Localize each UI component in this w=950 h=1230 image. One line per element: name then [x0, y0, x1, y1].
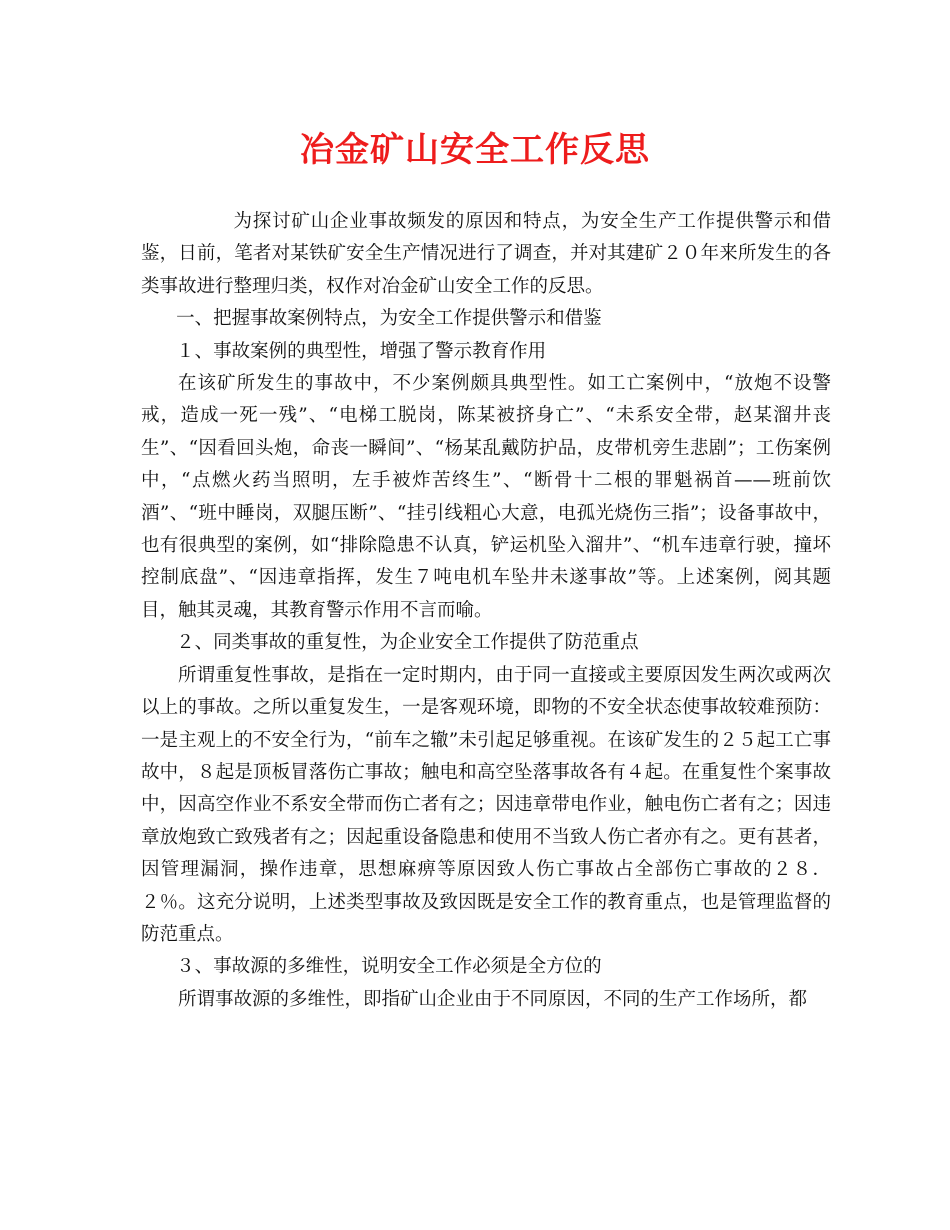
body-paragraph-1: 在该矿所发生的事故中，不少案例颇具典型性。如工亡案例中，“放炮不设警戒，造成一死一残”、“电梯工脱岗，陈某被挤身亡”、“未系安全带，赵某溜井丧生”、“因看回头炮，命丧一瞬间”、“杨某乱戴防护品，皮带机旁生悲剧”；工伤案例中，“点燃火药当照明，左手被炸苦终生”、“断骨十二根的罪魁祸首——班前饮酒”、“班中睡岗，双腿压断”、“挂引线粗心大意，电孤光烧伤三指”；设备事故中，也有很典型的案例，如“排除隐患不认真，铲运机坠入溜井”、“机车违章行驶，撞坏控制底盘”、“因违章指挥，发生７吨电机车坠井未遂事故”等。上述案例，阅其题目，触其灵魂，其教育警示作用不言而喻。	[141, 373, 831, 621]
section-heading-1: 一、把握事故案例特点，为安全工作提供警示和借鉴	[176, 308, 602, 330]
subsection-heading-2: ２、同类事故的重复性，为企业安全工作提供了防范重点	[176, 632, 639, 654]
body-paragraph-3: 所谓事故源的多维性，即指矿山企业由于不同原因，不同的生产工作场所，都	[178, 988, 808, 1010]
intro-paragraph: 为探讨矿山企业事故频发的原因和特点，为安全生产工作提供警示和借鉴，日前，笔者对某铁矿安全生产情况进行了调查，并对其建矿２０年来所发生的各类事故进行整理归类，权作对冶金矿山安全工作的反思。	[141, 211, 831, 297]
document-body	[141, 206, 831, 1016]
subsection-heading-1: １、事故案例的典型性，增强了警示教育作用	[176, 340, 547, 362]
body-paragraph-2: 所谓重复性事故，是指在一定时期内，由于同一直接或主要原因发生两次或两次以上的事故。之所以重复发生，一是客观环境，即物的不安全状态使事故较难预防：一是主观上的不安全行为，“前车之辙”未引起足够重视。在该矿发生的２５起工亡事故中，８起是顶板冒落伤亡事故；触电和高空坠落事故各有４起。在重复性个案事故中，因高空作业不系安全带而伤亡者有之；因违章带电作业，触电伤亡者有之；因违章放炮致亡致残者有之；因起重设备隐患和使用不当致人伤亡者亦有之。更有甚者，因管理漏洞，操作违章，思想麻痹等原因致人伤亡事故占全部伤亡事故的２８．２％。这充分说明，上述类型事故及致因既是安全工作的教育重点，也是管理监督的防范重点。	[141, 664, 831, 945]
subsection-heading-3: ３、事故源的多维性，说明安全工作必须是全方位的	[176, 956, 602, 978]
document-title: 冶金矿山安全工作反思	[300, 130, 650, 170]
